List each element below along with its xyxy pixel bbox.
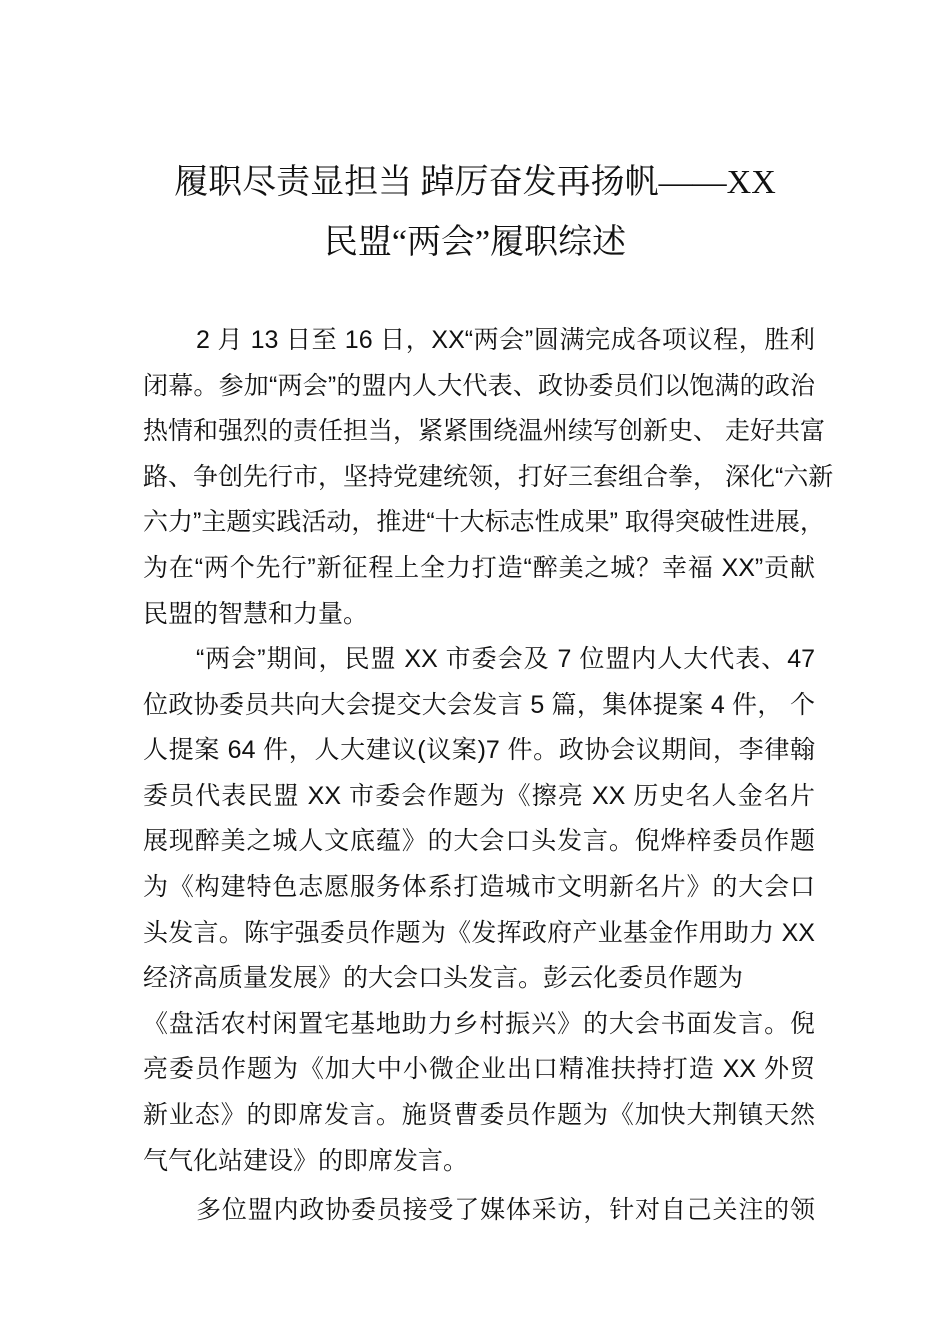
paragraph-1-line: 热情和强烈的责任担当，紧紧围绕温州续写创新史、 走好共富 (143, 417, 825, 446)
paragraph-2-line: 位政协委员共向大会提交大会发言 5 篇，集体提案 4 件， 个 (143, 690, 815, 719)
paragraph-2-line: “两会”期间，民盟 XX 市委会及 7 位盟内人大代表、47 (196, 645, 815, 673)
paragraph-2-line: 为《构建特色志愿服务体系打造城市文明新名片》的大会口 (143, 873, 815, 901)
paragraph-2-line: 人提案 64 件，人大建议(议案)7 件。政协会议期间，李律翰 (143, 736, 815, 765)
paragraph-2-line: 展现醉美之城人文底蕴》的大会口头发言。倪烨梓委员作题 (143, 827, 815, 856)
paragraph-2-line: 委员代表民盟 XX 市委会作题为《擦亮 XX 历史名人金名片 (143, 781, 815, 810)
paragraph-1-line: 2 月 13 日至 16 日，XX“两会”圆满完成各项议程，胜利 (196, 326, 815, 354)
paragraph-2-line: 头发言。陈宇强委员作题为《发挥政府产业基金作用助力 XX (143, 918, 815, 947)
paragraph-1-line: 闭幕。参加“两会”的盟内人大代表、政协委员们以饱满的政治 (143, 371, 815, 400)
paragraph-1-line: 六力”主题实践活动，推进“十大标志性成果” 取得突破性进展， (143, 508, 825, 537)
paragraph-2-line: 《盘活农村闲置宅基地助力乡村振兴》的大会书面发言。倪 (143, 1009, 815, 1038)
paragraph-2-line: 新业态》的即席发言。施贤曹委员作题为《加快大荆镇天然 (143, 1101, 815, 1129)
document-title-line-1: 履职尽责显担当 踔厉奋发再扬帆——XX (174, 164, 776, 201)
paragraph-1-line: 路、争创先行市，坚持党建统领，打好三套组合拳， 深化“六新 (143, 462, 834, 491)
paragraph-2-line: 经济高质量发展》的大会口头发言。彭云化委员作题为 (143, 964, 744, 993)
document-title-line-2: 民盟“两会”履职综述 (323, 224, 627, 261)
paragraph-2-line: 气气化站建设》的即席发言。 (143, 1146, 469, 1175)
paragraph-1-line: 民盟的智慧和力量。 (143, 599, 369, 628)
paragraph-2-line: 亮委员作题为《加大中小微企业出口精准扶持打造 XX 外贸 (143, 1055, 815, 1084)
paragraph-1-line: 为在“两个先行”新征程上全力打造“醉美之城？幸福 XX”贡献 (143, 554, 815, 582)
paragraph-3-line: 多位盟内政协委员接受了媒体采访，针对自己关注的领 (196, 1196, 815, 1224)
